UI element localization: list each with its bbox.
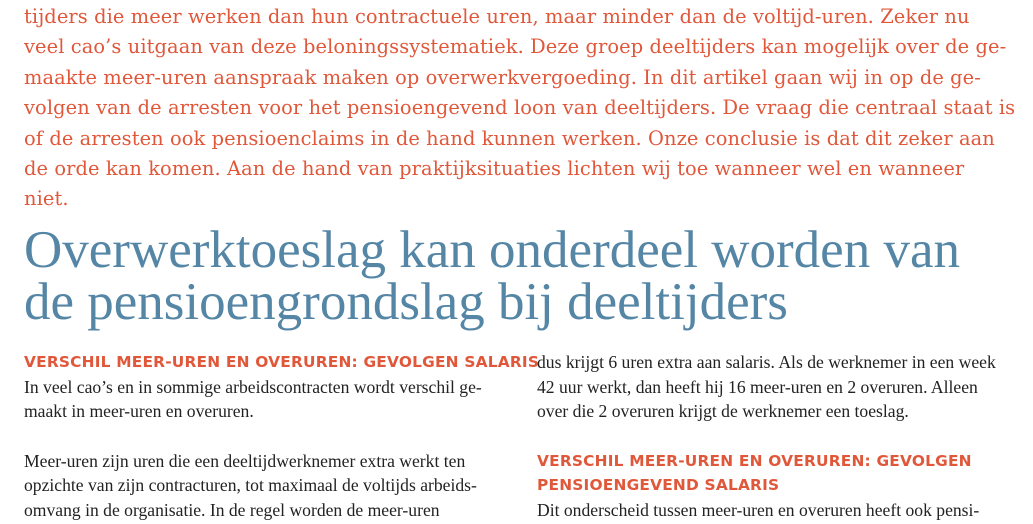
section-heading-text: VERSCHIL MEER-UREN EN OVERUREN: GEVOLGEN SALARIS bbox=[24, 353, 540, 371]
section-heading-text: PENSIOENGEVEND SALARIS bbox=[537, 476, 780, 495]
paragraph bbox=[24, 375, 514, 424]
paragraph bbox=[537, 498, 1017, 523]
intro-line: of de arresten ook pensioenclaims in de hand kunnen werken. Onze conclusie is dat dit zeker aan bbox=[24, 126, 995, 150]
paragraph bbox=[24, 449, 514, 523]
intro-paragraph bbox=[24, 2, 1028, 215]
paragraph-line: dus krijgt 6 uren extra aan salaris. Als de werknemer in een week bbox=[537, 352, 996, 372]
paragraph bbox=[537, 350, 1017, 424]
section-heading-text: VERSCHIL MEER-UREN EN OVERUREN: GEVOLGEN bbox=[537, 451, 972, 470]
section-heading-salaris bbox=[24, 350, 540, 375]
intro-line: volgen van de arresten voor het pensioengevend loon van deeltijders. De vraag die centraal staat is bbox=[24, 96, 1016, 120]
paragraph-line: Meer-uren zijn uren die een deeltijdwerknemer extra werkt ten bbox=[24, 450, 466, 471]
article-headline bbox=[24, 221, 1028, 331]
paragraph-line: opzichte van zijn contracturen, tot maximaal de voltijds arbeids- bbox=[24, 475, 477, 496]
intro-line: veel cao’s uitgaan van deze beloningssystematiek. Deze groep deeltijders kan mogelijk over de ge- bbox=[24, 35, 1007, 59]
right-column bbox=[537, 350, 1017, 523]
intro-line: niet. bbox=[24, 187, 69, 211]
intro-line: de orde kan komen. Aan de hand van praktijksituaties lichten wij toe wanneer wel en wanneer bbox=[24, 157, 965, 181]
headline-line: Overwerktoeslag kan onderdeel worden van bbox=[24, 221, 960, 279]
paragraph-line: 42 uur werkt, dan heeft hij 16 meer-uren en 2 overuren. Alleen bbox=[537, 376, 978, 397]
paragraph-line: Dit onderscheid tussen meer-uren en overuren heeft ook pensi- bbox=[537, 499, 980, 520]
left-column bbox=[24, 350, 540, 523]
paragraph-line: over die 2 overuren krijgt de werknemer een toeslag. bbox=[537, 401, 909, 422]
paragraph-line: omvang in de organisatie. In de regel worden de meer-uren bbox=[24, 499, 440, 520]
intro-line: tijders die meer werken dan hun contractuele uren, maar minder dan de voltijd-uren. Zeker nu bbox=[24, 5, 970, 28]
headline-line: de pensioengrondslag bij deeltijders bbox=[24, 273, 788, 331]
paragraph-line: maakt in meer-uren en overuren. bbox=[24, 401, 254, 422]
intro-line: maakte meer-uren aanspraak maken op overwerkvergoeding. In dit artikel gaan wij in op de ge- bbox=[24, 65, 981, 89]
section-heading-pensioengevend bbox=[537, 449, 1017, 498]
paragraph-line: In veel cao’s en in sommige arbeidscontracten wordt verschil ge- bbox=[24, 376, 482, 397]
